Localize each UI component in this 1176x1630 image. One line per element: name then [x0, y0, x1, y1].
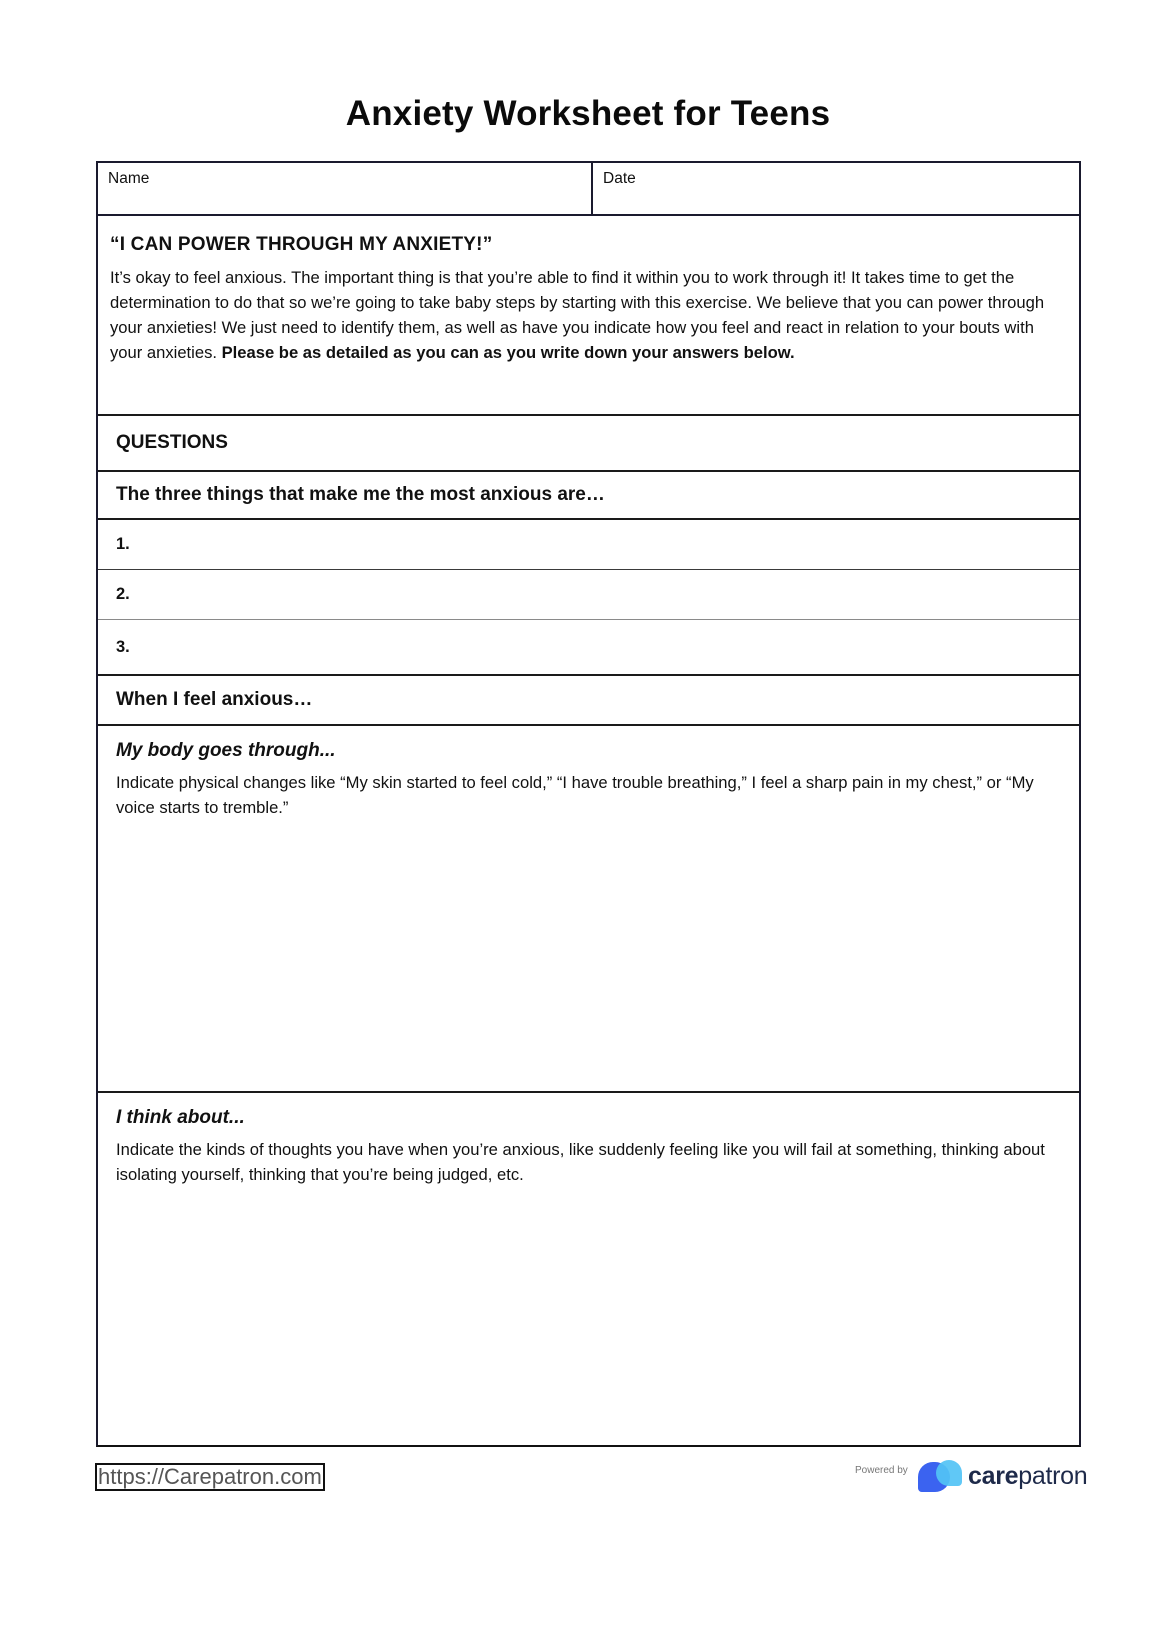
- body-section-description: Indicate physical changes like “My skin started to feel cold,” “I have trouble breathing,” I feel a sharp pain in my chest,” or “My voice starts to tremble.”: [116, 773, 1034, 817]
- powered-by-label: Powered by: [855, 1465, 908, 1476]
- name-field[interactable]: [98, 163, 593, 214]
- intro-section: [98, 216, 1079, 416]
- answer-number: 2.: [116, 585, 130, 603]
- answer-row-2[interactable]: [98, 570, 1079, 620]
- when-anxious-prompt: [98, 676, 1079, 726]
- answer-row-1[interactable]: [98, 520, 1079, 570]
- carepatron-logo: [918, 1460, 1087, 1492]
- thoughts-response-section[interactable]: [98, 1093, 1079, 1445]
- body-section-title: My body goes through...: [116, 740, 336, 761]
- date-label: Date: [603, 170, 636, 187]
- name-label: Name: [108, 170, 150, 187]
- thoughts-section-title: I think about...: [116, 1107, 245, 1128]
- answer-number: 3.: [116, 637, 130, 656]
- questions-heading: [98, 416, 1079, 472]
- intro-body: [110, 265, 1069, 365]
- intro-heading: “I CAN POWER THROUGH MY ANXIETY!”: [110, 234, 493, 255]
- intro-body-text: It’s okay to feel anxious. The important thing is that you’re able to find it within you to work through it! It takes time to get the determination to do that so we’re going to take baby steps by starting with this exercise. We believe that you can power through your anxieties! We just need to identify them, as well as have you indicate how you feel and react in relation to your bouts with your anxieties.: [110, 268, 1045, 362]
- three-things-prompt: [98, 472, 1079, 520]
- thoughts-section-description: Indicate the kinds of thoughts you have when you’re anxious, like suddenly feeling like you will fail at something, thinking about isolating yourself, thinking that you’re being judged, etc.: [116, 1140, 1045, 1184]
- intro-body-emphasis: Please be as detailed as you can as you write down your answers below.: [221, 343, 795, 362]
- when-anxious-label: When I feel anxious…: [116, 689, 313, 710]
- name-date-row: [98, 163, 1079, 216]
- date-field[interactable]: [593, 163, 1079, 214]
- carepatron-link[interactable]: https://Carepatron.com: [95, 1463, 325, 1491]
- three-things-label: The three things that make me the most anxious are…: [116, 484, 605, 505]
- carepatron-wordmark: carepatron: [968, 1461, 1088, 1490]
- answer-number: 1.: [116, 535, 130, 553]
- answer-row-3[interactable]: [98, 620, 1079, 676]
- questions-heading-label: QUESTIONS: [116, 432, 228, 453]
- carepatron-logo-icon: [918, 1460, 966, 1492]
- page-title: Anxiety Worksheet for Teens: [345, 94, 831, 133]
- body-response-section[interactable]: [98, 726, 1079, 1093]
- worksheet-table: [96, 161, 1081, 1447]
